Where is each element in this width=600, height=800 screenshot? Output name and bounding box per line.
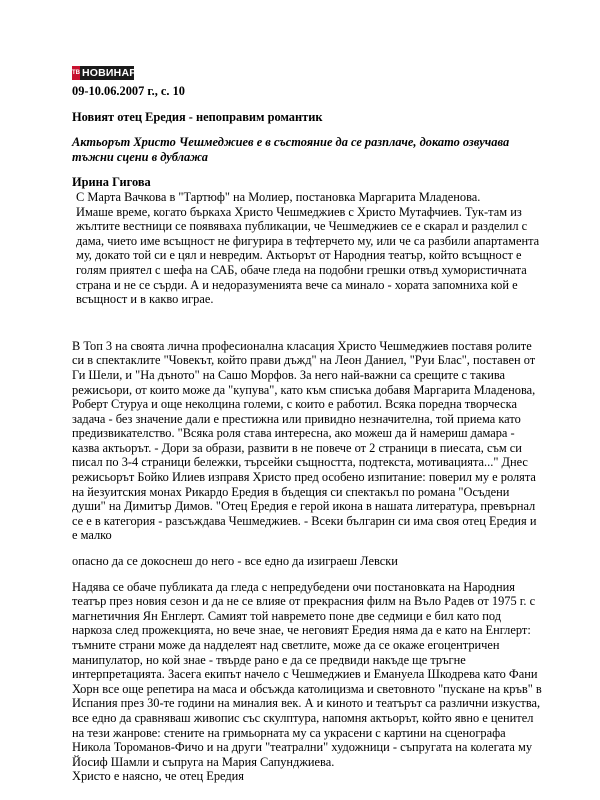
headline: Новият отец Ередия - непоправим романтик — [72, 109, 323, 124]
issue-date: 09-10.06.2007 г., с. 10 — [72, 84, 185, 98]
logo-name: НОВИНАР — [82, 67, 137, 79]
publication-logo — [72, 66, 137, 80]
logo-mark: ТВ — [72, 66, 80, 80]
paragraph-body-2: опасно да се докоснеш до него - все едно да изиграеш Левски — [72, 554, 398, 569]
article — [72, 84, 542, 784]
paragraph-body-4: Христо е наясно, че отец Ередия — [72, 769, 245, 784]
paragraph-intro: Имаше време, когато бъркаха Христо Чешмеджиев с Христо Мутафчиев. Тук-там из жълтите вестници се появяваха публикации, че Чешмеджиев се е скарал и разделил с дама, чието име всъщност не фигурира в тефтерчето му, или че са разбили апартамента му, докато той си е цял и невредим. Актьорът от Народния театър, който всъщност е голям приятел с шефа на САБ, обаче гледа на подобни грешки отвъд хумористичната страна и не се сърди. А и недоразуменията вече са минало - хората запомниха кой е всъщност и в какво играе. — [76, 204, 540, 307]
paragraph-body-3: Надява се обаче публиката да гледа с непредубедени очи постановката на Народния театър през новия сезон и да не се влияе от прекрасния филм на Въло Радев от 1975 г. с магнетичния Ян Енглерт. Самият той навремето поне две седмици е бил като под наркоза след прожекцията, но вече знае, че неговият Ередия няма да е като на Енглерт: тъмните страни може да надделеят над светлите, може да се окаже егоцентричен манипулатор, но кой знае - твърде рано е да се предвиди накъде ще тръгне интерпретацията. Засега екипът начело с Чешмеджиев и Емануела Шкодрева като Фани Хорн все още репетира на маса и обсъжда католицизма и световното "пускане на кръв" в Испания през 30-те години на миналия век. А и киното и театърът са различни изкуства, все едно да сравняваш живопис със скулптура, напомня актьорът, който явно е ценител на тези жанрове: стените на гримьорната му са украсени с картини на сценографа Никола Тороманов-Фичо и на други "театрални" художници - съпругата на колегата му Йосиф Шамли и съпруга на Мария Сапунджиева. — [72, 579, 542, 769]
paragraph-body-1: В Топ 3 на своята лична професионална класация Христо Чешмеджиев поставя ролите си в спектаклите "Човекът, който прави дъжд" на Леон Даниел, "Руи Блас", поставен от Ги Шели, и "На дъното" на Сашо Морфов. За него най-важни са срещите с такива режисьори, от които може да "купува", като към списъка добавя Маргарита Младенова, Роберт Стуруа и още неколцина големи, с които е работил. Всяка поредна творческа задача - без значение дали е престижна или привидно незначителна, той приема като предизвикателство. "Всяка роля става интересна, ако можеш да й намериш дамара - казва актьорът. - Дори за образи, развити в не повече от 2 страници в пиесата, съм си писал по 3-4 страници бележки, търсейки същността, подтекста, мотивацията..." Днес режисьорът Бойко Илиев изправя Христо пред особено изпитание: поверил му е ролята на йезуитския монах Рикардо Ередия в бъдещия си спектакъл по романа "Осъдени души" на Димитър Димов. "Отец Ередия е герой икона в нашата литература, превърнал се е в категория - разсъждава Чешмеджиев. - Всеки българин си има своя отец Ередия и е малко — [72, 338, 537, 543]
paragraph-caption: С Марта Вачкова в "Тартюф" на Молиер, постановка Маргарита Младенова. — [76, 189, 481, 204]
subtitle: Актьорът Христо Чешмеджиев е в състояние да се разплаче, докато озвучава тъжни сцени в дублажа — [72, 135, 510, 164]
author: Ирина Гигова — [72, 175, 151, 190]
